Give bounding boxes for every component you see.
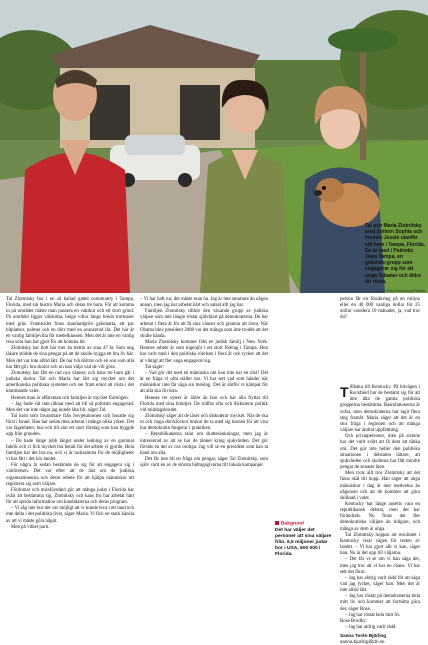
paragraph: Zlotnitsky har bott här mer än trettio av sina 47 år. Som ung läkare stödde de sina pengar på att de skulle bygga ett bra liv här. Men det var inte alltid lätt. De har två döttrar och en son som alla har fått gå i bra skolor och nu kan välja vad de vill göra.	[6, 346, 134, 370]
paragraph: – Vi har haft tur, det måste man ha. Jag är inte smartare än någon annan, men jag har arbetat hårt och satsat allt jag har.	[140, 297, 268, 309]
paragraph: Tillbaka till Kentucky. På hitvägen i Rockfield har de bestämt sig för att inte låta de gamla politiska grupperna bestämma. Rasrelationerna är svåra, men demokraterna har tagit flera steg framåt. Maria säger att det är en stor fråga i regionen och att många väljare har ändrat uppfattning.	[340, 384, 420, 434]
paragraph: Zlotnitsky säger att de läser och diskuterar mycket. När de ska ut och ringa dörrklockor brukar de ta med sig barnen för att visa hur demokratin fungerar i praktiken.	[140, 413, 268, 432]
family-photo-illustration	[0, 0, 428, 293]
paragraph: – Jag har aldrig varit rädd för att säga vad jag tycker, säger han. Men det är inte alltid lätt.	[340, 575, 420, 594]
paragraph: För några år sedan bestämde de sig för att engagera sig i valrörelsen. Det var efter att de läst om de judiska organisationerna och deras arbete för att hjälpa människor att registrera sig som väljare.	[6, 463, 134, 487]
paragraph: Det får inte bli en fråga om pengar, säger Tal Zlotnitsky, som själv varit en av de största bidragsgivarna till lokala kampanjer.	[140, 457, 268, 469]
paragraph: – Vad gör det med en människa om hon inte har en röst? Det är en fråga vi ofta ställer oss. Vi har sett vad som händer när människor inte får säga sin mening. Det är därför vi kämpar för att alla ska få rösta.	[140, 370, 268, 395]
paragraph: – Jag har röstat på demokraterna hela mitt liv och kommer att fortsätta göra det, säger Rose.	[340, 594, 420, 612]
paragraph: – Vi såg inte hur det var möjligt att vi kunde leva i ett land och inte delta i det politiska livet, säger Maria. Vi fick en stark känsla av att vi måste göra något.	[6, 506, 134, 524]
bullet-square-icon	[275, 521, 279, 525]
paragraph: – Republikanerna talar om skattesänkningar, men jag är intresserad av att se hur de tänker kring sjukvården. Det gör förstås en del av oss oroliga. Jag vill se en president som kan ta hand om alla.	[140, 432, 268, 456]
paragraph: Tal säger:	[145, 364, 165, 370]
paragraph: – Jag hade väl inte räknat med att bli så politiskt engagerad. Men det var inte något jag kunde låta bli, säger Tal.	[6, 401, 134, 413]
author-email[interactable]: sanna.bjorling@dn.se	[340, 639, 385, 645]
paragraph: Familjen Zlotnitsky tillhör den växande grupp av judiska väljare som inte längre röstar självklart på demokraterna. De har arbetat i flera år för att få sina vänner och grannar att rösta. När Obama blev president 2008 var det många som inte trodde att det skulle hända.	[140, 309, 268, 339]
paragraph: Fördomar och missförstånd gör att många judar i Florida har svårt att bestämma sig. Zlotnitsky och hans fru har arbetat hårt för att sprida information om kandidaterna och deras program.	[6, 487, 134, 506]
paragraph: Zlotnitsky har fått en rad nya vänner, och hans tre barn går i judiska skolor. Tal och Maria har lärt sig mycket om det amerikanska politiska systemet och ser fram emot att rösta i det kommande valet.	[6, 370, 134, 395]
article-photo	[0, 0, 428, 293]
paragraph: – Jag har röstat hela mitt liv.	[345, 612, 401, 618]
paragraph: – Det får vi se om vi kan säga det, men jag tror att vi har en chans. Vi har sett det förut.	[340, 557, 420, 575]
photo-caption	[365, 223, 425, 294]
fact-box	[275, 521, 335, 559]
paragraph: Hennes man är affärsman och familjen är mycket förmögen.	[11, 395, 129, 401]
article-column-2	[140, 297, 268, 469]
article-column-3-lower	[340, 385, 420, 645]
paragraph: Maria Zlotnitsky kommer från en judisk familj i New York. Hennes arbete är som ingenjör i ett stort företag i Tampa. Hon har varit med i den politiska rörelsen i flera år och tycker att det är viktigt att fler unga engagerar sig.	[140, 340, 268, 364]
author-name: Sanna Torén Björling	[340, 633, 387, 639]
paragraph: Men på vilket parti.	[11, 524, 50, 530]
fact-box-title: Bakgrund	[281, 521, 304, 527]
byline	[340, 633, 420, 645]
paragraph: Men trots allt tror Zlotnitsky att det finns skäl till hopp. Han säger att unga människor i dag är mer medvetna än någonsin och att de kommer att göra skillnad i valet.	[340, 471, 420, 501]
paragraph: Kentucky har länge ansetts vara en republikansk delstat, men det har förändrats. Nu finns det fler demokratiska väljare än tidigare, och många av dem är unga.	[340, 501, 420, 532]
paragraph: – De hade länge jobb längst under ledning av en gammal fabrik och vi fick mycket bra betalt för det arbete vi gjorde. Hela familjen har det bra nu, och vi är tacksamma för de möjligheter vi har fått i det här landet.	[6, 438, 134, 463]
photo-credit: Foto: Paul Hennessy/Polaris	[377, 289, 425, 294]
paragraph: Tal kom som invandrare från Sovjetunionen och bosatte sig först i Israel. Han har sedan dess arbetat i många olika yrken. Det var lägenheter, hus och till slut ett stort företag som han byggde upp från grunden.	[6, 413, 134, 438]
paragraph: Tal Zlotnitsky bor i en så kallad gated community i Tampa, Florida, med sin hustru Maria och deras tre barn. För att komma in på området måste man passera en vaktkur och ett stort grind. På området ligger välskötta, beige villor längs breda trottoarer med gräs. Framtsidet finns standardgrön gräsmatta, ett par bilplatser, palmer och en dörr med en avancerad lås. Det här är en vanlig familjevilla för medelklassen. Men det är inte en vanlig resa som han har gjort för att komma hit.	[6, 297, 134, 346]
paragraph: Rose Brodky:	[340, 618, 368, 624]
paragraph: Hennes tre syster är äldre än hon och har alla flyttat till Florida med sina familjer. De träffas ofta och diskuterar politik vid middagsbordet.	[140, 395, 268, 413]
paragraph: person får en försäkring på en miljon eller en 40 000 vanliga dollar för 25 dollar varedera 10 månader, ja, vad tror du?	[340, 297, 420, 321]
paragraph: Tal Zlotnitsky hoppas att resultatet i Kentucky visar vägen för resten av landet. – Vi har gjort allt vi kan, säger han. Nu är det upp till väljarna.	[340, 532, 420, 557]
article-column-3-top	[340, 297, 420, 322]
drop-cap: T	[340, 384, 349, 400]
caption-text: Tal och Maria Zlotnitsky med dottern Sophia och hennes Jessie utanför sitt hem i Tampa, Florida. De är med i Patriotic Jews Tampa, en gräsrots-grupp som engagerar sig för att unga Tebaner och äldre får rösta.	[365, 223, 425, 285]
paragraph: – Jag har aldrig varit rädd.	[345, 625, 397, 631]
article-column-1	[6, 297, 134, 531]
fact-box-body: Det har väljer det personer att sina väljare från. 6,5 miljoner judar bor i USA, 600 000 i Florida.	[275, 527, 332, 558]
paragraph: Och privatpersoner, men på sistone har det varit svårt att få dem att tänka om. Det gör inte heller den politiska situationen i delstaten lättare, att sjukvården och skolorna har fått mindre pengar de senaste åren.	[340, 434, 420, 471]
